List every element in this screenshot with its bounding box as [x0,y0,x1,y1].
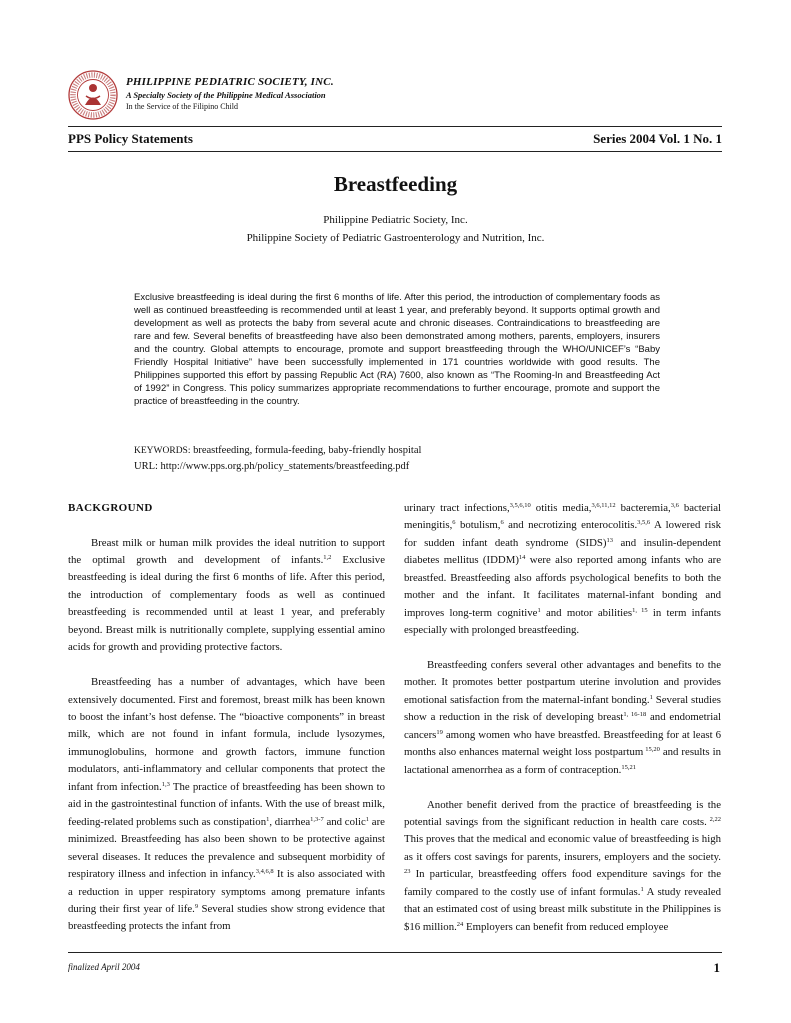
author-line: Philippine Society of Pediatric Gastroenterology and Nutrition, Inc. [246,232,545,244]
series-number: Series 2004 Vol. 1 No. 1 [593,131,722,146]
paragraph: Breastfeeding has a number of advantages, which have been extensively documented. First and foremost, breast milk has been known to boost the infant’s host defense. The “bioactive components” in breast milk, which are not found in infant formula, include lysozymes, immunoglobulins, hormone and growth factors, immune function modulators, anti-inflammatory and cellular components that protect the infant from infection.$^{1,3}$ The practice of breastfeeding has been shown to aid in the gastrointestinal function of infants. With the use of breast milk, feeding-related problems such as constipation$^1$, diarrhea$^{1,3-7}$ and colic$^1$ are minimized. Breastfeeding has also been shown to be protective against several diseases. It reduces the prevalence and subsequent morbidity of respiratory illness and infection in infancy.$^{3,4,6,8}$ It is also associated with a reduction in upper respiratory symptoms among premature infants during their first year of life.$^9$ Several studies show strong evidence that breastfeeding protects the infant from [68,676,386,933]
keywords: breastfeeding, formula-feeding, baby-friendly hospital [193,445,422,456]
series-label: PPS Policy Statements [68,131,193,146]
paragraph: Breastfeeding confers several other advantages and benefits to the mother. It promotes better postpartum uterine involution and provides emotional satisfaction from the maternal-infant bonding.$^1$ Several studies show a reduction in the risk of developing breast$^{1, 16-18}$ and endometrial cancers$^{19}$ among women who have breastfed. Breastfeeding for at least 6 months also enhances maternal weight loss postpartum $^{15,20}$ and results in lactational amenorrhea as a form of contraception.$^{15,21}$ [404,659,722,776]
pps-seal-logo [68,70,118,120]
footer-note: finalized April 2004 [68,962,140,972]
right-column [404,500,721,954]
author-line: Philippine Pediatric Society, Inc. [323,214,468,226]
paragraph: urinary tract infections,$^{3,5,6,10}$ otitis media,$^{3,6,11,12}$ bacteremia,$^{3,6}$ bacterial meningitis,$^6$ botulism,$^6$ and necrotizing enterocolitis.$^{3,5,6}$ A lowered risk for sudden infant death syndrome (SIDS)$^{13}$ and insulin-dependent diabetes mellitus (IDDM)$^{14}$ were also reported among infants who are breastfed. Breastfeeding also affords psychological benefits to both the mother and the infant. It facilitates maternal-infant bonding and improves long-term cognitive$^1$ and motor abilities$^{1, 15}$ in term infants especially with prolonged breastfeeding. [404,502,722,637]
footer-rule [68,952,722,953]
url-label: URL: [134,461,158,472]
org-tagline: In the Service of the Filipino Child [126,102,238,111]
org-subtitle: A Specialty Society of the Philippine Medical Association [126,90,326,100]
keywords-label: KEYWORDS: [134,446,191,456]
header-rule-bottom [68,151,722,152]
page-title: Breastfeeding [333,172,458,196]
abstract: Exclusive breastfeeding is ideal during the first 6 months of life. After this period, the introduction of complementary foods as well as continued breastfeeding is recommended until at least 1 year, and preferably beyond. It supports optimal growth and development as well as protects the baby from several acute and chronic diseases. Contraindications to breastfeeding are rare and few. Several benefits of breastfeeding have also been demonstrated among mothers, parents, employers, insurers and the country. Global attempts to encourage, promote and support breastfeeding through the WHO/UNICEF’s “Baby Friendly Hospital Initiative” have been successfully implemented in 171 countries worldwide with good results. The Philippines supported this effort by passing Republic Act (RA) 7600, also known as “The Rooming-In and Breastfeeding Act of 1992” in Congress. This policy summarizes appropriate recommendations to further encourage, promote and support the practice of breastfeeding in the country. [134,292,660,408]
document-url[interactable]: http://www.pps.org.ph/policy_statements/breastfeeding.pdf [160,461,410,472]
org-name: PHILIPPINE PEDIATRIC SOCIETY, INC. [126,76,334,88]
authors [0,211,791,247]
left-column [68,500,385,953]
header-rule-top [68,126,722,127]
keywords-line [134,443,421,459]
paragraph: Breast milk or human milk provides the ideal nutrition to support the optimal growth and development of infants.$^{1,2}$ Exclusive breastfeeding is ideal during the first 6 months of life. After this period, the introduction of complementary foods as well as continued breastfeeding is recommended until at least 1 year, and preferably beyond. Breast milk is nutritionally complete, supplying essential amino acids for growth and providing protective factors. [68,536,385,654]
keywords-block [134,443,421,474]
org-header [126,75,334,112]
paragraph: Another benefit derived from the practice of breastfeeding is the potential savings from the significant reduction in health care costs. $^{2,22}$ This proves that the medical and economic value of breastfeeding is high as it offers cost savings for parents, insurers, employers and the society. $^{23}$ In particular, breastfeeding offers food expenditure savings for the family compared to the costly use of infant formulas.$^1$ A study revealed that an estimated cost of using breast milk substitute in the Philippines is $16 million.$^{24}$ Employers can benefit from reduced employee [404,798,721,933]
section-heading: BACKGROUND [68,502,153,514]
page-number: 1 [713,960,720,975]
url-line [134,459,421,474]
